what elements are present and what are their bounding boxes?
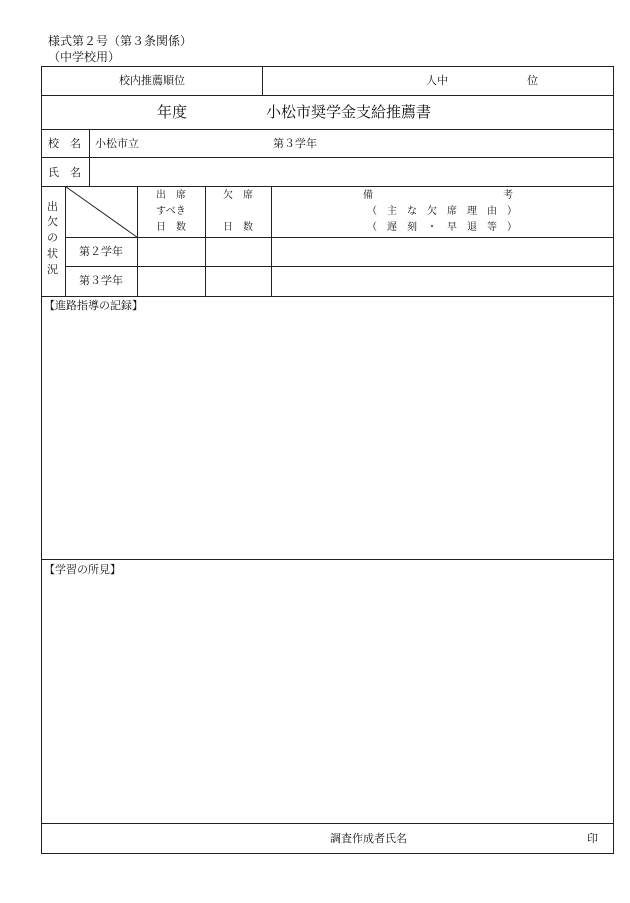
school-label: 校 名 [48,137,81,150]
page-title: 小松市奨学金支給推薦書 [266,103,432,121]
preparer-label: 調査作成者氏名 [330,832,407,845]
year-label: 年度 [157,103,188,121]
col-remarks-line2: （ 遅 刻 ・ 早 退 等 ） [367,222,517,233]
attendance-side-char: の [47,231,58,244]
col-should-attend-line: すべき [156,206,186,217]
attendance-row-grade2: 第２学年 [79,245,123,258]
ranking-label: 校内推薦順位 [119,74,185,87]
col-absent-line: 欠 席 [223,190,253,201]
attendance-side-char: 状 [47,247,58,260]
name-label: 氏 名 [48,166,81,179]
persons-label: 人中 [426,74,448,87]
col-absent-line: 日 数 [223,222,253,233]
school-prefix: 小松市立 [95,137,139,150]
rank-label: 位 [527,74,538,87]
attendance-side-char: 出 [47,200,58,213]
col-remarks-line1: （ 主 な 欠 席 理 由 ） [367,206,517,217]
attendance-side-char: 欠 [47,215,58,228]
col-should-attend-line: 日 数 [156,222,186,233]
attendance-row-grade3: 第３学年 [79,274,123,287]
seal-label: 印 [587,832,598,845]
school-grade: 第３学年 [273,137,317,150]
col-should-attend-line: 出 席 [156,190,186,201]
attendance-side-char: 況 [47,263,58,276]
section-career-guidance: 【進路指導の記録】 [44,299,143,312]
section-learning-observations: 【学習の所見】 [44,563,121,576]
form-type: （中学校用） [48,50,121,64]
form-number: 様式第２号（第３条関係） [48,34,193,48]
col-remarks-title: 備 考 [363,190,513,201]
